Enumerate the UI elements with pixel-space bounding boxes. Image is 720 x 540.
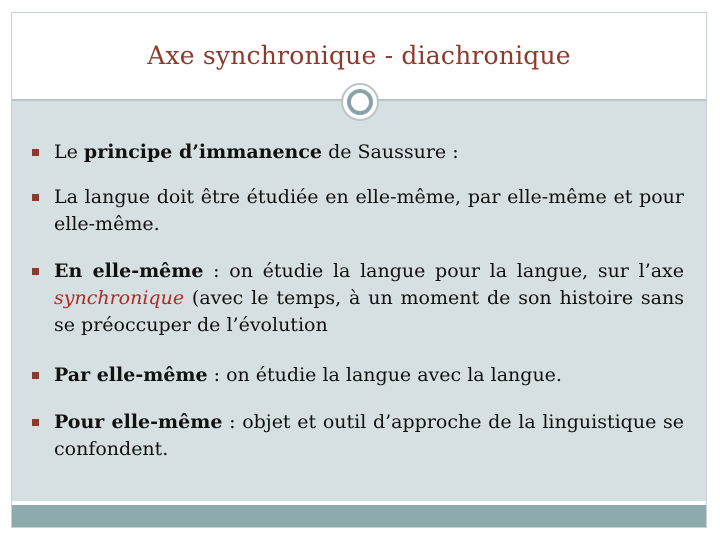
bullet-rest: (avec le temps, à un moment de son histoire sans se préoccuper de l’évolution [54,287,684,336]
bullet-text [54,139,684,166]
bullet-square-icon [32,194,39,201]
bullet-prefix: Le [54,141,84,163]
footer-bar [12,505,706,527]
bullet-principe [32,139,684,166]
bullet-emphasis: synchronique [54,287,185,309]
bullet-langue [32,184,684,238]
bullet-square-icon [32,372,39,379]
bullet-text [54,362,684,389]
slide-title: Axe synchronique - diachronique [147,41,571,70]
bullet-bold: En elle-même [54,260,204,282]
bullet-square-icon [32,149,39,156]
bullet-square-icon [32,268,39,275]
bullet-par-elle-meme [32,362,684,389]
bullet-bold: principe d’immanence [83,141,323,163]
ring-ornament-icon [341,83,379,121]
bullet-text [54,258,684,339]
bullet-text [54,409,684,463]
bullet-rest: : on étudie la langue avec la langue. [207,364,562,386]
bullet-square-icon [32,419,39,426]
bullet-rest: de Saussure : [322,141,459,163]
bullet-en-elle-meme [32,258,684,339]
bullet-text: La langue doit être étudiée en elle-même, par elle-même et pour elle-même. [54,186,684,235]
slide [11,12,707,528]
bullet-rest: : on étudie la langue pour la langue, sur l’axe [203,260,685,282]
bullet-pour-elle-meme [32,409,684,463]
content-area [12,101,706,501]
bullet-rest: : objet et outil d’approche de la linguistique se confondent. [54,411,684,460]
bullet-bold: Pour elle-même [54,411,223,433]
bullet-bold: Par elle-même [54,364,208,386]
